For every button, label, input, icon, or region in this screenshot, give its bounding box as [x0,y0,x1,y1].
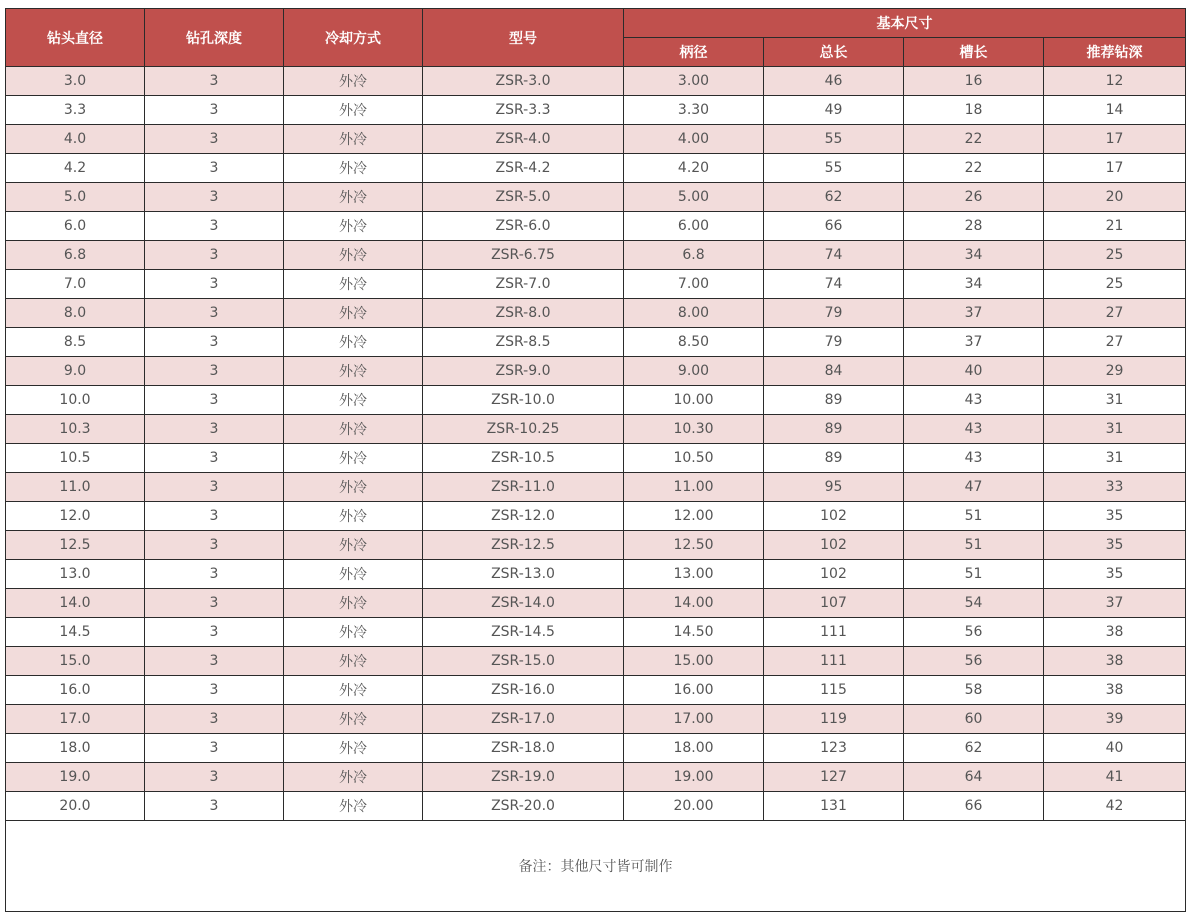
cell-drill-diameter: 14.5 [6,618,145,647]
table-row [6,183,1186,212]
cell-flute-length: 34 [904,241,1044,270]
cell-drill-depth: 3 [145,763,284,792]
cell-recommended-depth: 21 [1044,212,1186,241]
table-row [6,270,1186,299]
cell-shank: 17.00 [624,705,764,734]
table-row [6,328,1186,357]
cell-total-length: 89 [764,444,904,473]
cell-drill-depth: 3 [145,560,284,589]
cell-model: ZSR-20.0 [423,792,624,821]
cell-model: ZSR-13.0 [423,560,624,589]
spec-table-container [5,8,1185,912]
cell-drill-diameter: 6.0 [6,212,145,241]
cell-model: ZSR-10.25 [423,415,624,444]
cell-shank: 12.00 [624,502,764,531]
cell-drill-diameter: 12.5 [6,531,145,560]
cell-total-length: 95 [764,473,904,502]
cell-model: ZSR-17.0 [423,705,624,734]
cell-total-length: 123 [764,734,904,763]
cell-shank: 16.00 [624,676,764,705]
cell-total-length: 89 [764,386,904,415]
cell-drill-diameter: 16.0 [6,676,145,705]
cell-cooling: 外冷 [284,328,423,357]
cell-total-length: 79 [764,328,904,357]
cell-shank: 8.00 [624,299,764,328]
cell-drill-diameter: 18.0 [6,734,145,763]
table-row [6,444,1186,473]
table-row [6,415,1186,444]
table-row [6,647,1186,676]
table-row [6,241,1186,270]
cell-drill-diameter: 5.0 [6,183,145,212]
cell-model: ZSR-4.2 [423,154,624,183]
cell-cooling: 外冷 [284,125,423,154]
cell-shank: 5.00 [624,183,764,212]
cell-total-length: 131 [764,792,904,821]
header-shank: 柄径 [624,38,764,67]
table-row [6,676,1186,705]
cell-model: ZSR-5.0 [423,183,624,212]
cell-drill-depth: 3 [145,270,284,299]
cell-flute-length: 28 [904,212,1044,241]
cell-total-length: 102 [764,502,904,531]
cell-cooling: 外冷 [284,560,423,589]
cell-cooling: 外冷 [284,270,423,299]
cell-shank: 19.00 [624,763,764,792]
header-flute-length: 槽长 [904,38,1044,67]
cell-total-length: 46 [764,67,904,96]
cell-shank: 8.50 [624,328,764,357]
cell-model: ZSR-15.0 [423,647,624,676]
header-drill-depth: 钻孔深度 [145,9,284,67]
cell-flute-length: 47 [904,473,1044,502]
cell-cooling: 外冷 [284,299,423,328]
cell-drill-diameter: 9.0 [6,357,145,386]
cell-total-length: 89 [764,415,904,444]
cell-flute-length: 56 [904,647,1044,676]
cell-recommended-depth: 20 [1044,183,1186,212]
cell-shank: 3.30 [624,96,764,125]
cell-drill-depth: 3 [145,589,284,618]
cell-drill-diameter: 11.0 [6,473,145,502]
cell-drill-depth: 3 [145,473,284,502]
cell-recommended-depth: 27 [1044,328,1186,357]
cell-flute-length: 43 [904,415,1044,444]
cell-flute-length: 62 [904,734,1044,763]
cell-recommended-depth: 25 [1044,241,1186,270]
cell-model: ZSR-14.0 [423,589,624,618]
cell-shank: 10.00 [624,386,764,415]
cell-total-length: 111 [764,618,904,647]
cell-drill-diameter: 7.0 [6,270,145,299]
cell-recommended-depth: 35 [1044,502,1186,531]
cell-model: ZSR-3.0 [423,67,624,96]
cell-cooling: 外冷 [284,763,423,792]
table-row [6,357,1186,386]
cell-shank: 6.8 [624,241,764,270]
cell-recommended-depth: 35 [1044,531,1186,560]
cell-shank: 11.00 [624,473,764,502]
table-row [6,705,1186,734]
cell-drill-depth: 3 [145,299,284,328]
cell-drill-diameter: 3.3 [6,96,145,125]
cell-shank: 10.30 [624,415,764,444]
cell-drill-diameter: 10.3 [6,415,145,444]
cell-model: ZSR-9.0 [423,357,624,386]
cell-model: ZSR-12.0 [423,502,624,531]
cell-drill-diameter: 4.2 [6,154,145,183]
cell-model: ZSR-6.75 [423,241,624,270]
cell-total-length: 74 [764,270,904,299]
cell-cooling: 外冷 [284,96,423,125]
cell-recommended-depth: 17 [1044,125,1186,154]
cell-drill-depth: 3 [145,183,284,212]
cell-recommended-depth: 31 [1044,386,1186,415]
cell-recommended-depth: 37 [1044,589,1186,618]
cell-drill-diameter: 4.0 [6,125,145,154]
table-row [6,502,1186,531]
cell-cooling: 外冷 [284,444,423,473]
cell-cooling: 外冷 [284,67,423,96]
cell-recommended-depth: 33 [1044,473,1186,502]
cell-cooling: 外冷 [284,531,423,560]
cell-flute-length: 26 [904,183,1044,212]
cell-model: ZSR-10.0 [423,386,624,415]
cell-drill-diameter: 20.0 [6,792,145,821]
cell-drill-depth: 3 [145,386,284,415]
cell-shank: 9.00 [624,357,764,386]
cell-flute-length: 58 [904,676,1044,705]
cell-drill-diameter: 10.5 [6,444,145,473]
table-row [6,734,1186,763]
cell-model: ZSR-19.0 [423,763,624,792]
cell-cooling: 外冷 [284,241,423,270]
cell-shank: 15.00 [624,647,764,676]
cell-drill-diameter: 15.0 [6,647,145,676]
cell-cooling: 外冷 [284,647,423,676]
cell-total-length: 111 [764,647,904,676]
table-row [6,212,1186,241]
cell-flute-length: 51 [904,502,1044,531]
cell-shank: 13.00 [624,560,764,589]
drill-spec-table [5,8,1186,912]
cell-cooling: 外冷 [284,676,423,705]
cell-recommended-depth: 31 [1044,444,1186,473]
cell-drill-depth: 3 [145,357,284,386]
cell-model: ZSR-3.3 [423,96,624,125]
cell-flute-length: 22 [904,125,1044,154]
table-row [6,560,1186,589]
cell-shank: 4.00 [624,125,764,154]
cell-drill-diameter: 17.0 [6,705,145,734]
header-recommended-depth: 推荐钻深 [1044,38,1186,67]
cell-recommended-depth: 39 [1044,705,1186,734]
cell-flute-length: 66 [904,792,1044,821]
cell-drill-depth: 3 [145,328,284,357]
cell-flute-length: 51 [904,560,1044,589]
cell-model: ZSR-14.5 [423,618,624,647]
table-row [6,792,1186,821]
table-row [6,386,1186,415]
cell-drill-depth: 3 [145,792,284,821]
cell-flute-length: 22 [904,154,1044,183]
cell-recommended-depth: 38 [1044,647,1186,676]
cell-total-length: 55 [764,154,904,183]
cell-flute-length: 60 [904,705,1044,734]
cell-total-length: 115 [764,676,904,705]
cell-drill-depth: 3 [145,618,284,647]
cell-cooling: 外冷 [284,386,423,415]
cell-flute-length: 34 [904,270,1044,299]
cell-total-length: 49 [764,96,904,125]
table-row [6,763,1186,792]
cell-drill-depth: 3 [145,647,284,676]
cell-total-length: 84 [764,357,904,386]
table-row [6,299,1186,328]
cell-drill-depth: 3 [145,502,284,531]
cell-drill-depth: 3 [145,705,284,734]
cell-recommended-depth: 29 [1044,357,1186,386]
cell-cooling: 外冷 [284,154,423,183]
cell-cooling: 外冷 [284,212,423,241]
cell-drill-depth: 3 [145,531,284,560]
cell-shank: 14.00 [624,589,764,618]
cell-shank: 6.00 [624,212,764,241]
cell-flute-length: 43 [904,386,1044,415]
cell-flute-length: 56 [904,618,1044,647]
cell-model: ZSR-8.0 [423,299,624,328]
cell-model: ZSR-7.0 [423,270,624,299]
cell-drill-depth: 3 [145,125,284,154]
cell-shank: 3.00 [624,67,764,96]
table-row [6,618,1186,647]
cell-drill-diameter: 3.0 [6,67,145,96]
cell-recommended-depth: 12 [1044,67,1186,96]
cell-model: ZSR-16.0 [423,676,624,705]
cell-total-length: 66 [764,212,904,241]
cell-cooling: 外冷 [284,792,423,821]
cell-recommended-depth: 40 [1044,734,1186,763]
cell-cooling: 外冷 [284,357,423,386]
table-row [6,473,1186,502]
cell-model: ZSR-11.0 [423,473,624,502]
cell-flute-length: 37 [904,299,1044,328]
cell-drill-diameter: 12.0 [6,502,145,531]
cell-drill-diameter: 19.0 [6,763,145,792]
cell-total-length: 107 [764,589,904,618]
cell-recommended-depth: 42 [1044,792,1186,821]
cell-recommended-depth: 38 [1044,618,1186,647]
cell-model: ZSR-8.5 [423,328,624,357]
cell-flute-length: 37 [904,328,1044,357]
cell-total-length: 127 [764,763,904,792]
cell-drill-depth: 3 [145,96,284,125]
table-row [6,589,1186,618]
cell-shank: 18.00 [624,734,764,763]
cell-drill-depth: 3 [145,734,284,763]
cell-total-length: 119 [764,705,904,734]
cell-drill-depth: 3 [145,415,284,444]
cell-recommended-depth: 38 [1044,676,1186,705]
cell-cooling: 外冷 [284,415,423,444]
table-row [6,96,1186,125]
cell-drill-depth: 3 [145,67,284,96]
cell-cooling: 外冷 [284,705,423,734]
cell-shank: 20.00 [624,792,764,821]
cell-total-length: 62 [764,183,904,212]
cell-total-length: 102 [764,531,904,560]
header-cooling: 冷却方式 [284,9,423,67]
cell-total-length: 79 [764,299,904,328]
cell-drill-depth: 3 [145,154,284,183]
cell-drill-diameter: 10.0 [6,386,145,415]
cell-cooling: 外冷 [284,473,423,502]
cell-cooling: 外冷 [284,589,423,618]
cell-flute-length: 18 [904,96,1044,125]
cell-recommended-depth: 14 [1044,96,1186,125]
cell-recommended-depth: 27 [1044,299,1186,328]
cell-recommended-depth: 35 [1044,560,1186,589]
table-row [6,125,1186,154]
cell-flute-length: 43 [904,444,1044,473]
cell-recommended-depth: 17 [1044,154,1186,183]
cell-cooling: 外冷 [284,502,423,531]
header-basic-size: 基本尺寸 [624,9,1186,38]
cell-drill-diameter: 14.0 [6,589,145,618]
cell-total-length: 55 [764,125,904,154]
cell-drill-depth: 3 [145,676,284,705]
cell-model: ZSR-4.0 [423,125,624,154]
cell-drill-diameter: 6.8 [6,241,145,270]
header-drill-diameter: 钻头直径 [6,9,145,67]
table-row [6,154,1186,183]
table-body [6,67,1186,821]
header-model: 型号 [423,9,624,67]
cell-shank: 14.50 [624,618,764,647]
cell-model: ZSR-6.0 [423,212,624,241]
cell-recommended-depth: 41 [1044,763,1186,792]
cell-drill-diameter: 8.0 [6,299,145,328]
cell-flute-length: 54 [904,589,1044,618]
cell-flute-length: 16 [904,67,1044,96]
table-header [6,9,1186,67]
cell-drill-depth: 3 [145,241,284,270]
cell-model: ZSR-10.5 [423,444,624,473]
table-note: 备注：其他尺寸皆可制作 [6,821,1186,912]
cell-flute-length: 64 [904,763,1044,792]
cell-drill-diameter: 8.5 [6,328,145,357]
cell-cooling: 外冷 [284,734,423,763]
cell-flute-length: 51 [904,531,1044,560]
header-total-length: 总长 [764,38,904,67]
cell-shank: 7.00 [624,270,764,299]
cell-shank: 10.50 [624,444,764,473]
cell-shank: 12.50 [624,531,764,560]
cell-shank: 4.20 [624,154,764,183]
table-row [6,531,1186,560]
cell-total-length: 74 [764,241,904,270]
table-row [6,67,1186,96]
cell-drill-depth: 3 [145,212,284,241]
cell-total-length: 102 [764,560,904,589]
cell-model: ZSR-12.5 [423,531,624,560]
cell-recommended-depth: 25 [1044,270,1186,299]
cell-drill-diameter: 13.0 [6,560,145,589]
cell-cooling: 外冷 [284,618,423,647]
cell-model: ZSR-18.0 [423,734,624,763]
cell-drill-depth: 3 [145,444,284,473]
cell-cooling: 外冷 [284,183,423,212]
cell-flute-length: 40 [904,357,1044,386]
cell-recommended-depth: 31 [1044,415,1186,444]
